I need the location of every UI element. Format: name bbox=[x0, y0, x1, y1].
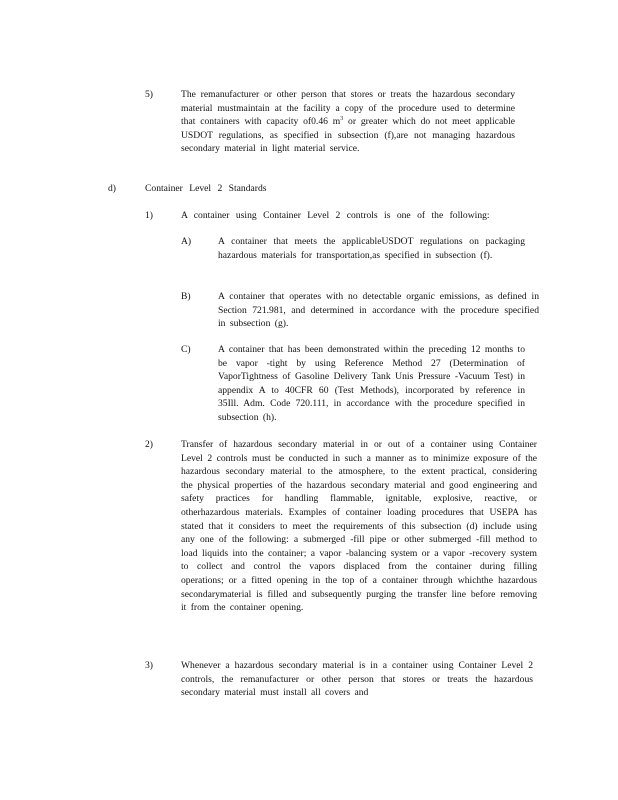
item-number: 1) bbox=[145, 210, 153, 221]
paragraph-C: A container that has been demonstrated within the preceding 12 months to be vapor -tight by using Reference Method 27 (Determination of VaporTightness of Gasoline Delivery Tank Unis Pressure -Vacuum Test) in appendix A to 40CFR 60 (Test Methods), incorporated by reference in 35Ill. Adm. Code 720.111, in accordance with the procedure specified in subsection (h). bbox=[218, 344, 525, 423]
section-heading: Container Level 2 Standards bbox=[145, 183, 267, 194]
section-letter: d) bbox=[108, 183, 116, 194]
paragraph-text-cont: or greater which do not meet applicable USDOT regulations, as specified in subsection (f),are not managing hazardous secondary material in light material service. bbox=[181, 116, 515, 155]
paragraph-A: A container that meets the applicableUSDOT regulations on packaging hazardous materials for transportation,as specified in subsection (f). bbox=[218, 236, 525, 261]
subitem-letter: A) bbox=[181, 236, 192, 247]
superscript: 3 bbox=[340, 116, 344, 122]
paragraph-1: A container using Container Level 2 controls is one of the following: bbox=[181, 210, 490, 221]
paragraph-5 bbox=[181, 88, 515, 156]
item-number: 5) bbox=[145, 89, 153, 100]
paragraph-text: The remanufacturer or other person that stores or treats the hazardous secondary material mustmaintain at the facility a copy of the procedure used to determine that containers with capacity of0.46 m bbox=[181, 89, 515, 128]
paragraph-2: Transfer of hazardous secondary material in or out of a container using Container Level 2 controls must be conducted in such a manner as to minimize exposure of the hazardous secondary material to the atmosphere, to the extent practical, considering the physical properties of the hazardous secondary material and good engineering and safety practices for handling flammable, ignitable, explosive, reactive, or otherhazardous materials. Examples of container loading procedures that USEPA has stated that it considers to meet the requirements of this subsection (d) include using any one of the following: a submerged -fill pipe or other submerged -fill method to load liquids into the container; a vapor -balancing system or a vapor -recovery system to collect and control the vapors displaced from the container during filling operations; or a fitted opening in the top of a container through whichthe hazardous secondarymaterial is filled and subsequently purging the transfer line before removing it from the container opening. bbox=[181, 439, 537, 614]
paragraph-3: Whenever a hazardous secondary material is in a container using Container Level 2 controls, the remanufacturer or other person that stores or treats the hazardous secondary material must install all covers and bbox=[181, 660, 533, 699]
subitem-letter: C) bbox=[181, 344, 191, 355]
item-number: 2) bbox=[145, 439, 153, 450]
subitem-letter: B) bbox=[181, 291, 191, 302]
paragraph-B: A container that operates with no detectable organic emissions, as defined in Section 721.981, and determined in accordance with the procedure specified in subsection (g). bbox=[218, 291, 539, 330]
item-number: 3) bbox=[145, 660, 153, 671]
